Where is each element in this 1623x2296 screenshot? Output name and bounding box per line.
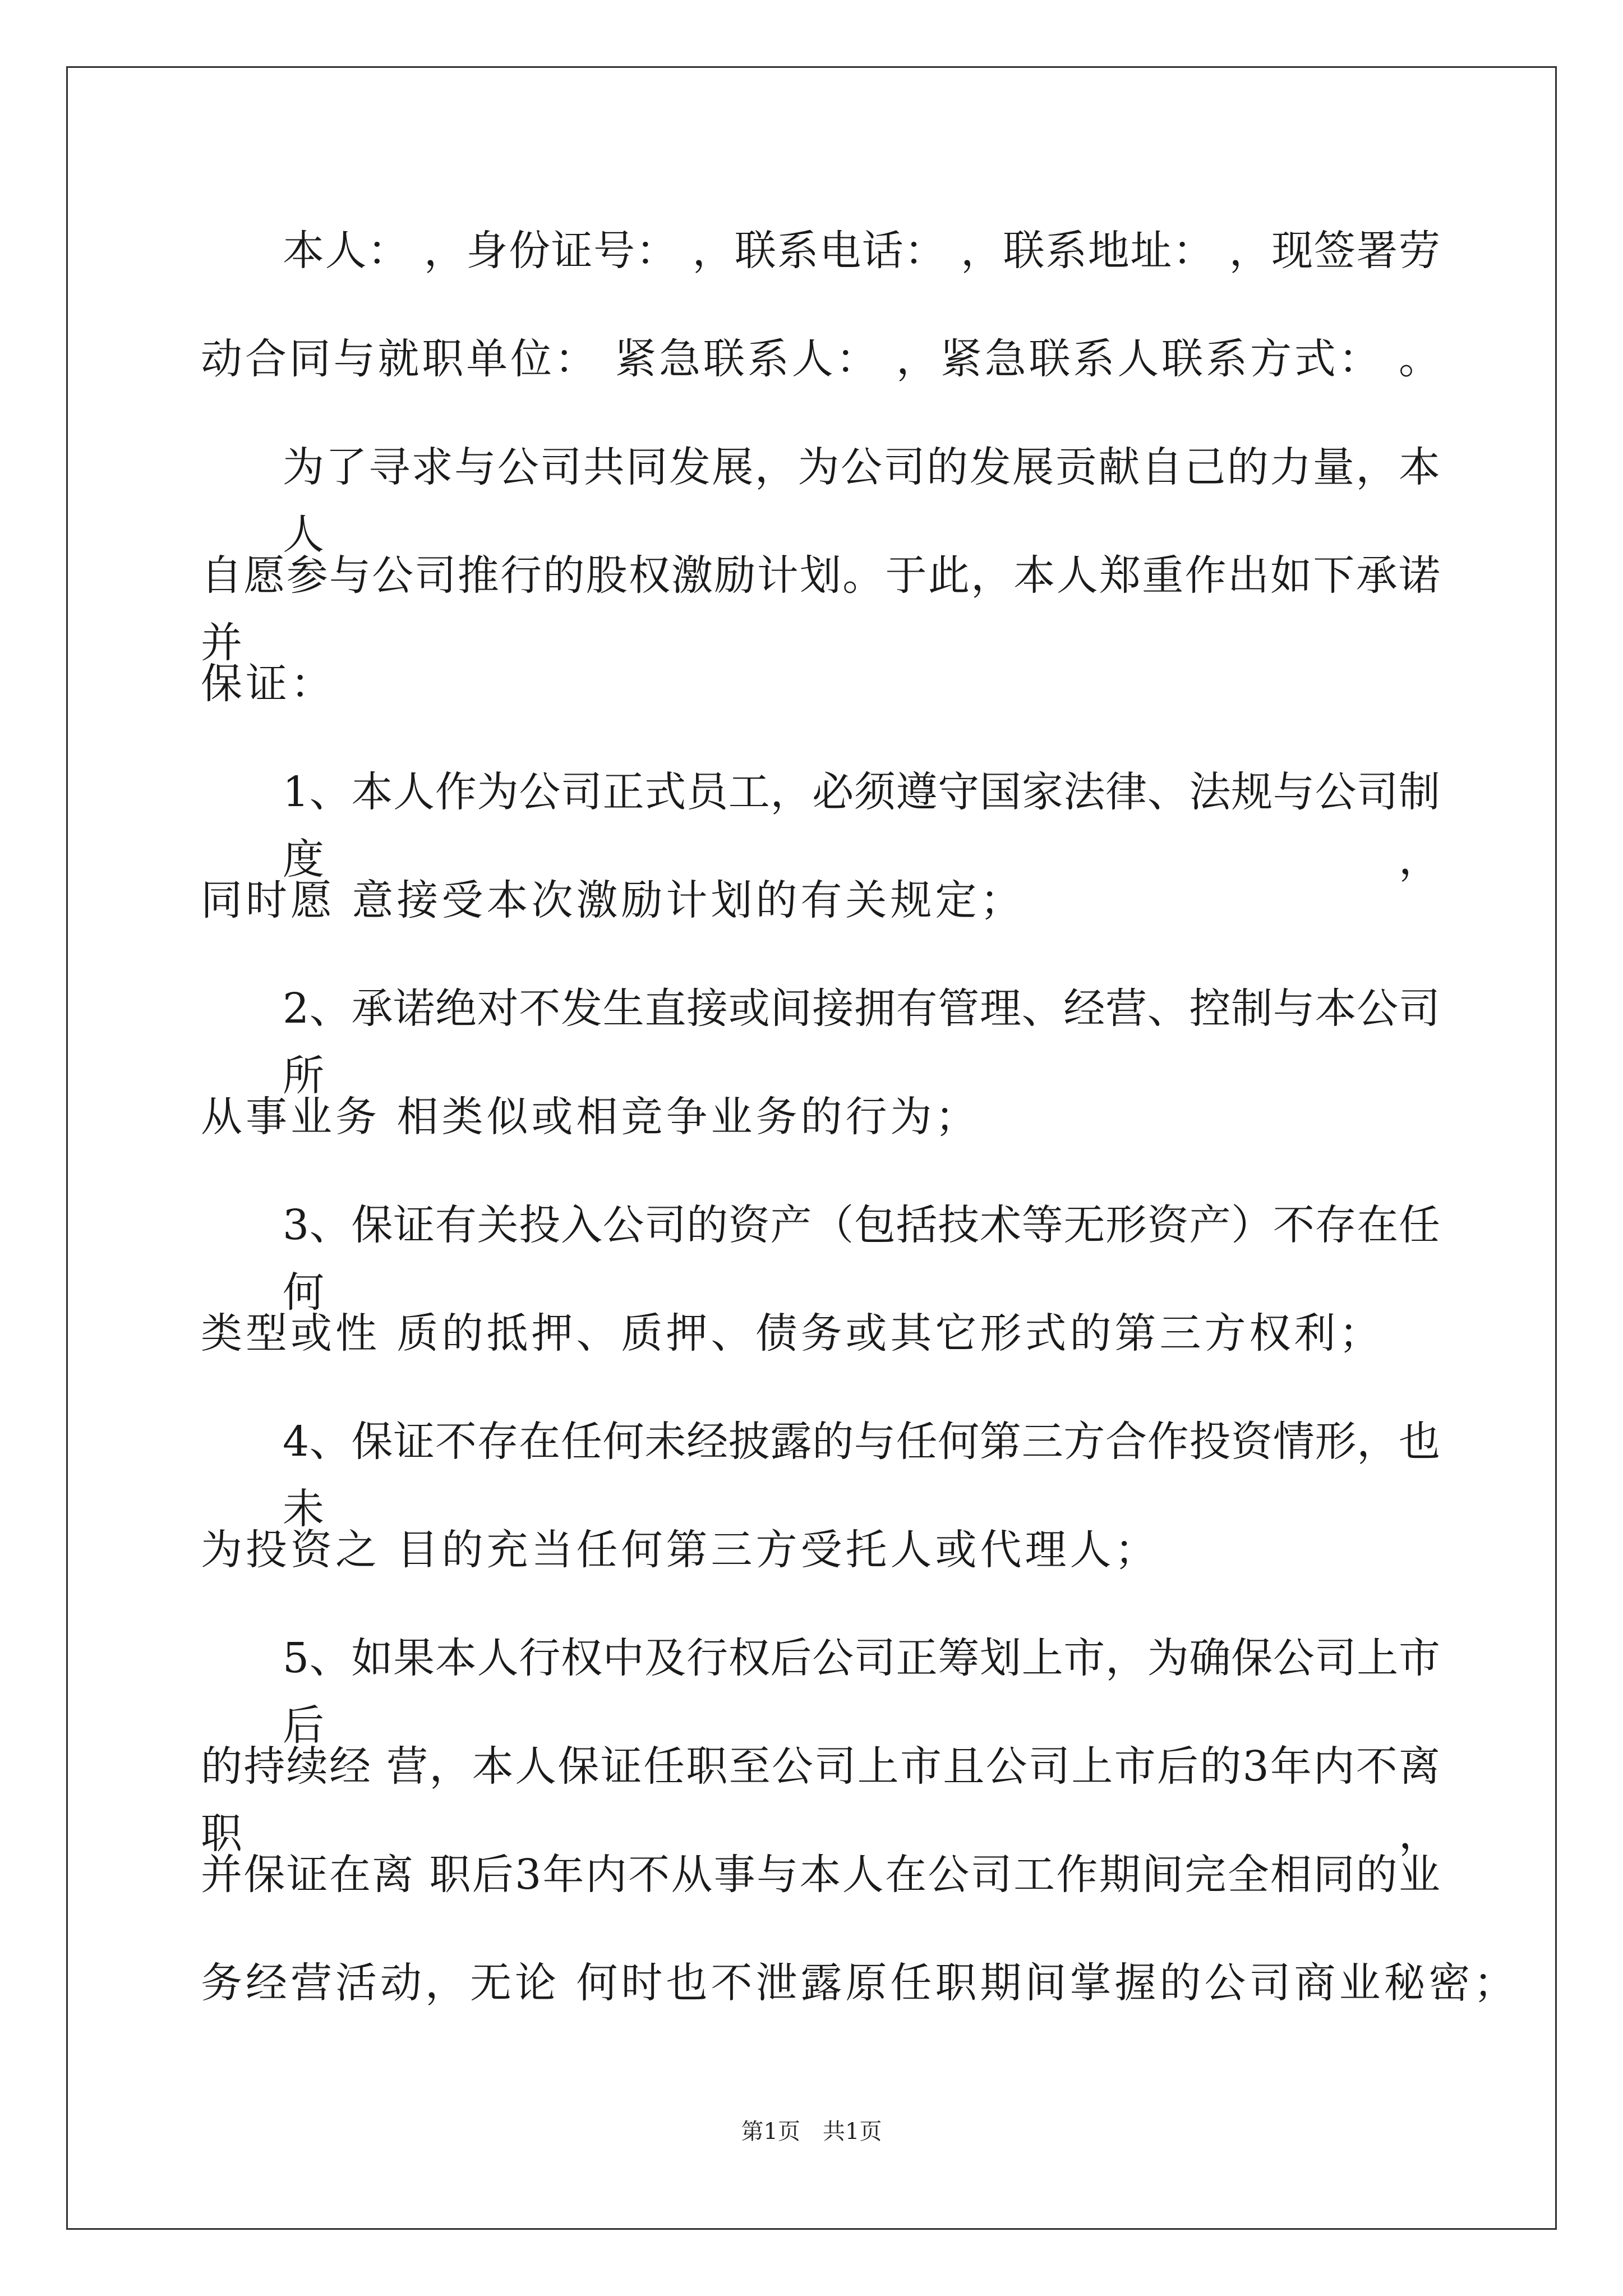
- text-line: 2、承诺绝对不发生直接或间接拥有管理、经营、控制与本公司所: [283, 984, 1440, 1100]
- text-line: 类型或性 质的抵押、质押、债务或其它形式的第三方权利；: [201, 1309, 1384, 1358]
- text-line: 5、如果本人行权中及行权后公司正筹划上市，为确保公司上市后: [283, 1634, 1440, 1750]
- text-line: 动合同与就职单位： 紧急联系人： ，紧急联系人联系方式： 。: [201, 335, 1440, 383]
- text-line: 3、保证有关投入公司的资产（包括技术等无形资产）不存在任何: [283, 1201, 1440, 1317]
- text-line: 保证：: [201, 660, 335, 708]
- page-number: 第1页 共1页: [741, 2119, 882, 2145]
- text-line: 的持续经 营，本人保证任职至公司上市且公司上市后的3年内不离职，: [201, 1742, 1440, 1858]
- text-line: 并保证在离 职后3年内不从事与本人在公司工作期间完全相同的业: [201, 1851, 1440, 1899]
- text-line: 从事业务 相类似或相竞争业务的行为；: [201, 1093, 980, 1141]
- text-line: 4、保证不存在任何未经披露的与任何第三方合作投资情形，也未: [283, 1418, 1440, 1533]
- text-line: 同时愿 意接受本次激励计划的有关规定；: [201, 876, 1025, 924]
- text-line: 本人： ，身份证号： ，联系电话： ，联系地址： ，现签署劳: [283, 227, 1440, 275]
- text-line: 1、本人作为公司正式员工，必须遵守国家法律、法规与公司制度，: [283, 768, 1440, 884]
- text-line: 自愿参与公司推行的股权激励计划。于此，本人郑重作出如下承诺并: [201, 551, 1440, 667]
- text-line: 务经营活动，无论 何时也不泄露原任职期间掌握的公司商业秘密；: [201, 1959, 1519, 2007]
- text-line: 为投资之 目的充当任何第三方受托人或代理人；: [201, 1526, 1160, 1574]
- text-line: 为了寻求与公司共同发展，为公司的发展贡献自己的力量，本人: [283, 443, 1440, 559]
